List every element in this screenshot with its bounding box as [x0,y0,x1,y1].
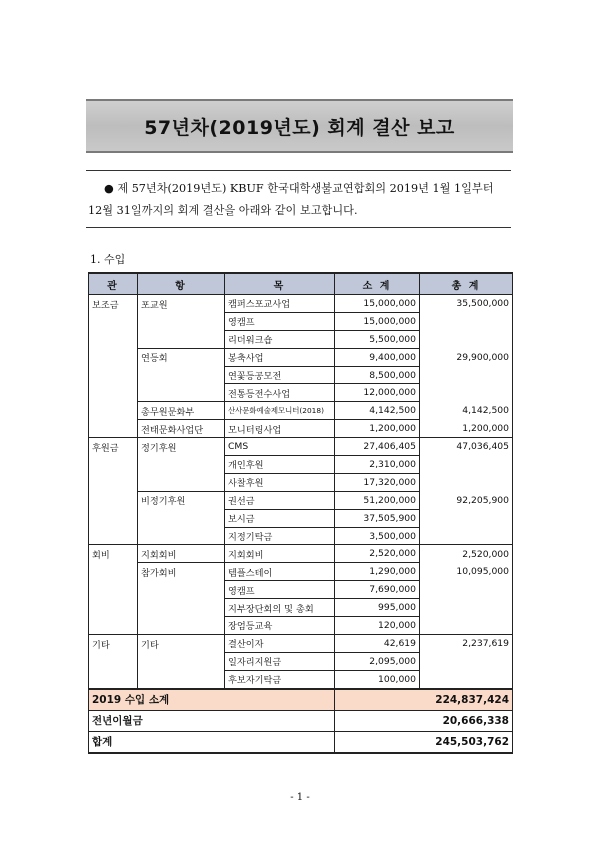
cell-hang [138,599,225,617]
cell-total: 47,036,405 [420,438,513,456]
cell-subtotal: 3,500,000 [335,527,420,545]
cell-hang [138,330,225,348]
cell-mok: 산사문화예술제모니터(2018) [225,402,335,420]
cell-hang: 지회회비 [138,545,225,563]
table-row [89,563,513,581]
cell-total: 10,095,000 [420,563,513,581]
header-subtotal: 소 계 [335,273,420,295]
table-row [89,473,513,491]
table-row [89,348,513,366]
cell-subtotal: 12,000,000 [335,384,420,402]
cell-hang [138,581,225,599]
cell-total: 1,200,000 [420,420,513,438]
page-number: - 1 - [290,792,310,803]
cell-total: 29,900,000 [420,348,513,366]
table-row [89,652,513,670]
notice-box [86,170,511,228]
cell-gwan [89,473,138,491]
cell-gwan: 회비 [89,545,138,563]
table-row [89,545,513,563]
cell-gwan [89,384,138,402]
cell-gwan [89,527,138,545]
cell-hang: 참가회비 [138,563,225,581]
cell-hang [138,312,225,330]
cell-mok: 장엄등교육 [225,617,335,635]
cell-subtotal: 4,142,500 [335,402,420,420]
cell-gwan [89,670,138,688]
table-row [89,491,513,509]
title-banner [86,99,513,153]
notice-line-1 [88,178,511,200]
cell-hang: 정기후원 [138,438,225,456]
table-row [89,599,513,617]
cell-mok: 보시금 [225,509,335,527]
table-row [89,366,513,384]
cell-mok: 결산이자 [225,634,335,652]
cell-subtotal: 7,690,000 [335,581,420,599]
cell-subtotal: 5,500,000 [335,330,420,348]
cell-hang [138,617,225,635]
cell-total [420,366,513,384]
section-heading: 1. 수입 [90,253,126,266]
cell-mok: 지부장단회의 및 총회 [225,599,335,617]
summary-label: 전년이월금 [89,710,335,731]
cell-subtotal: 1,290,000 [335,563,420,581]
cell-hang [138,473,225,491]
table-row [89,420,513,438]
cell-subtotal: 8,500,000 [335,366,420,384]
cell-mok: 권선금 [225,491,335,509]
table-row [89,384,513,402]
header-mok: 목 [225,273,335,295]
cell-mok: 연꽃등공모전 [225,366,335,384]
cell-gwan [89,420,138,438]
cell-subtotal: 15,000,000 [335,312,420,330]
cell-gwan [89,312,138,330]
cell-hang: 전태문화사업단 [138,420,225,438]
cell-subtotal: 2,520,000 [335,545,420,563]
cell-gwan [89,563,138,581]
table-row [89,581,513,599]
summary-label: 2019 수입 소계 [89,689,335,711]
cell-total: 2,520,000 [420,545,513,563]
cell-mok: CMS [225,438,335,456]
cell-mok: 템플스테이 [225,563,335,581]
table-header-row [89,273,513,295]
summary-value: 224,837,424 [335,689,513,711]
cell-mok: 지회회비 [225,545,335,563]
cell-total [420,617,513,635]
table-row [89,634,513,652]
cell-total [420,312,513,330]
summary-value: 245,503,762 [335,731,513,753]
cell-total [420,384,513,402]
notice-line-2: 12월 31일까지의 회계 결산을 아래와 같이 보고합니다. [88,204,358,217]
cell-subtotal: 2,095,000 [335,652,420,670]
cell-subtotal: 17,320,000 [335,473,420,491]
cell-mok: 캠퍼스포교사업 [225,295,335,313]
cell-total [420,330,513,348]
cell-gwan [89,581,138,599]
cell-mok: 일자리지원금 [225,652,335,670]
cell-gwan [89,366,138,384]
cell-subtotal: 42,619 [335,634,420,652]
cell-mok: 후보자기탁금 [225,670,335,688]
cell-subtotal: 995,000 [335,599,420,617]
table-row [89,402,513,420]
cell-gwan [89,617,138,635]
notice-text-1: 제 57년차(2019년도) KBUF 한국대학생불교연합회의 2019년 1월 1일부터 [117,182,494,195]
cell-total [420,599,513,617]
table-row [89,527,513,545]
cell-mok: 영캠프 [225,312,335,330]
document-title: 57년차(2019년도) 회계 결산 보고 [144,116,455,139]
cell-gwan [89,348,138,366]
cell-mok: 영캠프 [225,581,335,599]
cell-hang [138,509,225,527]
cell-mok: 리더워크숍 [225,330,335,348]
cell-subtotal: 2,310,000 [335,456,420,474]
cell-hang [138,527,225,545]
cell-mok: 지정기탁금 [225,527,335,545]
cell-hang: 총무원문화부 [138,402,225,420]
table-row [89,330,513,348]
cell-gwan [89,509,138,527]
cell-total [420,509,513,527]
cell-gwan: 후원금 [89,438,138,456]
cell-hang [138,384,225,402]
cell-subtotal: 100,000 [335,670,420,688]
table-row [89,617,513,635]
cell-gwan [89,652,138,670]
summary-label: 합계 [89,731,335,753]
cell-gwan [89,456,138,474]
table-row [89,295,513,313]
cell-hang: 연등회 [138,348,225,366]
cell-gwan: 기타 [89,634,138,652]
cell-total [420,456,513,474]
cell-hang [138,366,225,384]
table-row [89,438,513,456]
table-row [89,312,513,330]
cell-mok: 개인후원 [225,456,335,474]
cell-total [420,527,513,545]
summary-row [89,689,513,711]
summary-value: 20,666,338 [335,710,513,731]
cell-gwan [89,491,138,509]
cell-total [420,581,513,599]
cell-total: 92,205,900 [420,491,513,509]
cell-total [420,670,513,688]
cell-mok: 전통등전수사업 [225,384,335,402]
cell-hang: 비정기후원 [138,491,225,509]
cell-total: 4,142,500 [420,402,513,420]
cell-gwan: 보조금 [89,295,138,313]
cell-subtotal: 120,000 [335,617,420,635]
cell-total: 35,500,000 [420,295,513,313]
cell-hang [138,670,225,688]
cell-total: 2,237,619 [420,634,513,652]
cell-gwan [89,402,138,420]
header-total: 총 계 [420,273,513,295]
header-hang: 항 [138,273,225,295]
table-row [89,670,513,688]
cell-gwan [89,330,138,348]
summary-row [89,731,513,753]
cell-subtotal: 51,200,000 [335,491,420,509]
cell-subtotal: 27,406,405 [335,438,420,456]
cell-hang [138,456,225,474]
cell-hang [138,652,225,670]
table-row [89,456,513,474]
bullet-icon: ● [104,182,114,195]
cell-gwan [89,599,138,617]
cell-subtotal: 1,200,000 [335,420,420,438]
cell-mok: 봉축사업 [225,348,335,366]
cell-mok: 사찰후원 [225,473,335,491]
header-gwan: 관 [89,273,138,295]
cell-hang: 기타 [138,634,225,652]
cell-mok: 모니터링사업 [225,420,335,438]
cell-subtotal: 9,400,000 [335,348,420,366]
summary-row [89,710,513,731]
cell-hang: 포교원 [138,295,225,313]
cell-subtotal: 15,000,000 [335,295,420,313]
income-table [88,272,513,754]
cell-total [420,652,513,670]
table-row [89,509,513,527]
cell-subtotal: 37,505,900 [335,509,420,527]
cell-total [420,473,513,491]
